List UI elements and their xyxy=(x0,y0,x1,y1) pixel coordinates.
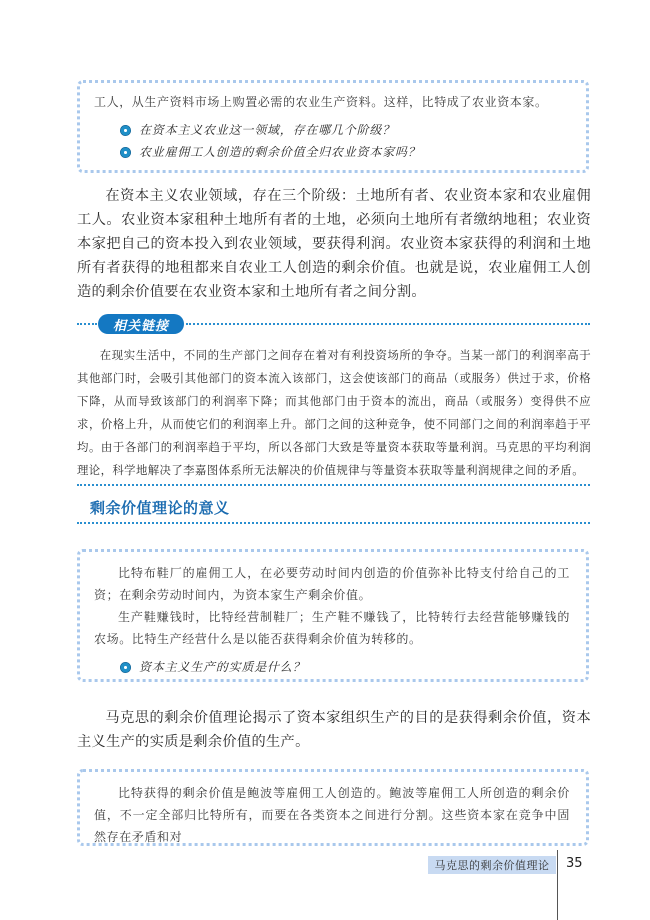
dotted-divider xyxy=(77,323,97,325)
related-link-text: 在现实生活中，不同的生产部门之间存在着对有利投资场所的争夺。当某一部门的利润率高于其他部门时，会吸引其他部门的资本流入该部门，这会使该部门的商品（或服务）供过于求，价格下降，从而导致该部门的利润率下降；而其他部门由于资本的流出，商品（或服务）变得供不应求，价格上升，从而使它们的利润率上升。部门之间的这种竞争，使不同部门之间的利润率趋于平均。由于各部门的利润率趋于平均，所以各部门大致是等量资本获取等量利润。马克思的平均利润理论，科学地解决了李嘉图体系所无法解决的价值规律与等量资本获取等量利润规律之间的矛盾。 xyxy=(77,348,591,477)
case-box-3 xyxy=(77,769,589,846)
bullet-circle-icon xyxy=(120,125,131,136)
bullet-circle-icon xyxy=(120,662,131,673)
section-title: 剩余价值理论的意义 xyxy=(90,499,230,517)
body-paragraph: 马克思的剩余价值理论揭示了资本家组织生产的目的是获得剩余价值，资本主义生产的实质是剩余价值的生产。 xyxy=(77,710,591,750)
case-text: 比特布鞋厂的雇佣工人，在必要劳动时间内创造的价值弥补比特支付给自己的工资；在剩余劳动时间内，为资本家生产剩余价值。 xyxy=(94,566,570,602)
bullet-circle-icon xyxy=(120,147,131,158)
question-item xyxy=(120,656,570,678)
case-text: 工人，从生产资料市场上购置必需的农业生产资料。这样，比特成了农业资本家。 xyxy=(94,95,548,109)
footer-divider xyxy=(557,850,558,920)
question-item xyxy=(120,141,570,163)
chapter-label xyxy=(428,856,556,874)
question-text: 在资本主义农业这一领域，存在哪几个阶级？ xyxy=(139,123,396,137)
question-item xyxy=(120,119,570,141)
case-box-1 xyxy=(77,80,589,173)
dotted-divider xyxy=(77,484,590,486)
case-text: 比特获得的剩余价值是鲍波等雇佣工人创造的。鲍波等雇佣工人所创造的剩余价值，不一定全部归比特所有，而要在各类资本之间进行分割。这些资本家在竞争中固然存在矛盾和对 xyxy=(94,786,570,844)
case-text: 生产鞋赚钱时，比特经营制鞋厂；生产鞋不赚钱了，比特转行去经营能够赚钱的农场。比特生产经营什么是以能否获得剩余价值为转移的。 xyxy=(94,610,570,646)
related-link-badge xyxy=(98,314,184,334)
dotted-divider xyxy=(77,522,590,524)
case-box-2 xyxy=(77,549,589,682)
question-text: 资本主义生产的实质是什么？ xyxy=(139,660,306,674)
dotted-divider xyxy=(186,323,590,325)
related-link-label: 相关链接 xyxy=(112,318,169,334)
body-paragraph: 在资本主义农业领域，存在三个阶级：土地所有者、农业资本家和农业雇佣工人。农业资本家租种土地所有者的土地，必须向土地所有者缴纳地租；农业资本家把自己的资本投入到农业领域，要获得利润。农业资本家获得的利润和土地所有者获得的地租都来自农业工人创造的剩余价值。也就是说，农业雇佣工人创造的剩余价值要在农业资本家和土地所有者之间分割。 xyxy=(77,188,591,300)
chapter-label-text: 马克思的剩余价值理论 xyxy=(434,859,550,872)
question-text: 农业雇佣工人创造的剩余价值全归农业资本家吗？ xyxy=(139,145,421,159)
page-number: 35 xyxy=(566,856,583,871)
